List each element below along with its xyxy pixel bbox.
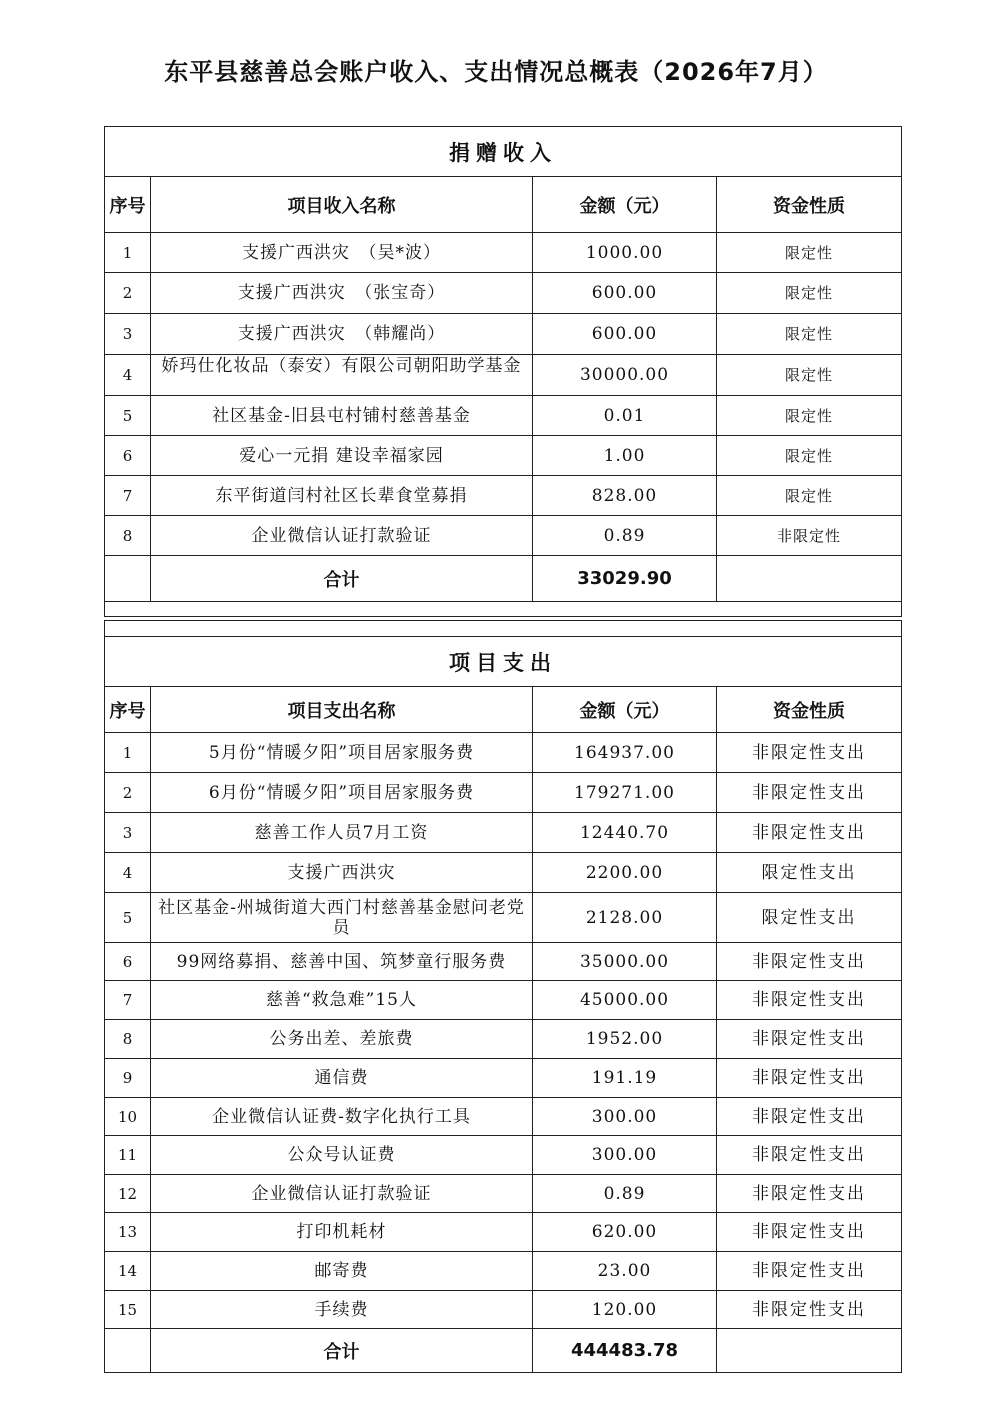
row-nature: 非限定性支出	[717, 1059, 902, 1098]
total-idx-empty	[105, 1329, 151, 1373]
expense-header-row	[105, 687, 902, 733]
expense-section-row	[105, 637, 902, 687]
row-name: 社区基金-旧县屯村铺村慈善基金	[151, 396, 533, 436]
spacer-cell	[105, 602, 902, 617]
expense-section-title: 项目支出	[105, 637, 902, 687]
expense-header-amount: 金额（元）	[533, 687, 717, 733]
row-amount: 191.19	[533, 1059, 717, 1098]
expense-table	[104, 620, 902, 1373]
row-nature: 限定性支出	[717, 853, 902, 893]
row-nature: 非限定性	[717, 516, 902, 556]
row-idx: 2	[105, 773, 151, 813]
expense-header-nature: 资金性质	[717, 687, 902, 733]
expense-header-idx: 序号	[105, 687, 151, 733]
row-name: 通信费	[151, 1059, 533, 1098]
table-row	[105, 436, 902, 476]
row-amount: 0.89	[533, 516, 717, 556]
income-header-nature: 资金性质	[717, 177, 902, 233]
row-name-text: 娇玛仕化妆品（泰安）有限公司朝阳助学基金	[161, 356, 522, 376]
row-nature: 限定性	[717, 273, 902, 314]
table-row	[105, 773, 902, 813]
row-nature: 非限定性支出	[717, 1213, 902, 1252]
row-idx: 11	[105, 1136, 151, 1175]
row-nature: 非限定性支出	[717, 1291, 902, 1329]
row-name: 99网络募捐、慈善中国、筑梦童行服务费	[151, 943, 533, 981]
table-row	[105, 1213, 902, 1252]
row-idx: 12	[105, 1175, 151, 1213]
row-name: 社区基金-州城街道大西门村慈善基金慰问老党员	[151, 893, 533, 943]
row-nature: 限定性	[717, 476, 902, 516]
row-idx: 4	[105, 355, 151, 396]
row-amount: 45000.00	[533, 981, 717, 1020]
table-row	[105, 981, 902, 1020]
row-idx: 3	[105, 813, 151, 853]
row-idx: 1	[105, 233, 151, 273]
income-header-row	[105, 177, 902, 233]
row-name: 爱心一元捐 建设幸福家园	[151, 436, 533, 476]
table-row	[105, 853, 902, 893]
row-name	[151, 355, 533, 396]
row-nature: 限定性	[717, 396, 902, 436]
table-row	[105, 813, 902, 853]
row-idx: 1	[105, 733, 151, 773]
row-idx: 7	[105, 981, 151, 1020]
row-idx: 6	[105, 943, 151, 981]
table-row	[105, 233, 902, 273]
row-name: 支援广西洪灾	[151, 853, 533, 893]
row-idx: 6	[105, 436, 151, 476]
row-amount: 35000.00	[533, 943, 717, 981]
row-idx: 5	[105, 893, 151, 943]
row-idx: 8	[105, 1020, 151, 1059]
row-nature: 限定性支出	[717, 893, 902, 943]
row-idx: 9	[105, 1059, 151, 1098]
income-header-idx: 序号	[105, 177, 151, 233]
row-amount: 300.00	[533, 1098, 717, 1136]
table-row	[105, 1020, 902, 1059]
row-name: 打印机耗材	[151, 1213, 533, 1252]
row-name: 6月份“情暖夕阳”项目居家服务费	[151, 773, 533, 813]
table-row	[105, 1175, 902, 1213]
row-name: 支援广西洪灾 （韩耀尚）	[151, 314, 533, 355]
row-amount: 30000.00	[533, 355, 717, 396]
row-name: 慈善“救急难”15人	[151, 981, 533, 1020]
row-name: 东平街道闫村社区长辈食堂募捐	[151, 476, 533, 516]
row-nature: 限定性	[717, 314, 902, 355]
row-nature: 非限定性支出	[717, 981, 902, 1020]
row-amount: 12440.70	[533, 813, 717, 853]
row-amount: 164937.00	[533, 733, 717, 773]
table-row	[105, 1252, 902, 1291]
table-row	[105, 943, 902, 981]
row-idx: 5	[105, 396, 151, 436]
row-nature: 非限定性支出	[717, 1136, 902, 1175]
row-name: 企业微信认证打款验证	[151, 516, 533, 556]
row-nature: 非限定性支出	[717, 813, 902, 853]
table-row	[105, 476, 902, 516]
total-idx-empty	[105, 556, 151, 602]
income-section-title: 捐赠收入	[105, 127, 902, 177]
row-amount: 600.00	[533, 273, 717, 314]
total-nature-empty	[717, 556, 902, 602]
row-nature: 非限定性支出	[717, 733, 902, 773]
table-row	[105, 733, 902, 773]
row-nature: 非限定性支出	[717, 1175, 902, 1213]
row-nature: 非限定性支出	[717, 773, 902, 813]
income-total-label: 合计	[151, 556, 533, 602]
row-name: 企业微信认证费-数字化执行工具	[151, 1098, 533, 1136]
table-row	[105, 893, 902, 943]
income-header-name: 项目收入名称	[151, 177, 533, 233]
row-amount: 1000.00	[533, 233, 717, 273]
table-row	[105, 1059, 902, 1098]
row-name: 5月份“情暖夕阳”项目居家服务费	[151, 733, 533, 773]
row-nature: 非限定性支出	[717, 943, 902, 981]
table-row	[105, 396, 902, 436]
row-amount: 828.00	[533, 476, 717, 516]
row-nature: 非限定性支出	[717, 1252, 902, 1291]
table-row	[105, 516, 902, 556]
row-amount: 120.00	[533, 1291, 717, 1329]
row-name: 公务出差、差旅费	[151, 1020, 533, 1059]
income-table	[104, 126, 902, 617]
row-idx: 15	[105, 1291, 151, 1329]
row-idx: 10	[105, 1098, 151, 1136]
total-nature-empty	[717, 1329, 902, 1373]
row-amount: 300.00	[533, 1136, 717, 1175]
row-amount: 23.00	[533, 1252, 717, 1291]
expense-header-name: 项目支出名称	[151, 687, 533, 733]
row-nature: 限定性	[717, 233, 902, 273]
table-row	[105, 314, 902, 355]
table-row	[105, 273, 902, 314]
row-idx: 13	[105, 1213, 151, 1252]
table-row	[105, 1136, 902, 1175]
row-amount: 1.00	[533, 436, 717, 476]
table-row	[105, 1098, 902, 1136]
row-idx: 4	[105, 853, 151, 893]
row-idx: 14	[105, 1252, 151, 1291]
income-total-row	[105, 556, 902, 602]
spacer-row	[105, 621, 902, 637]
expense-total-label: 合计	[151, 1329, 533, 1373]
spacer-cell	[105, 621, 902, 637]
row-nature: 限定性	[717, 436, 902, 476]
spacer-row	[105, 602, 902, 617]
row-name: 支援广西洪灾 （张宝奇）	[151, 273, 533, 314]
row-amount: 179271.00	[533, 773, 717, 813]
row-idx: 8	[105, 516, 151, 556]
row-name: 慈善工作人员7月工资	[151, 813, 533, 853]
row-nature: 非限定性支出	[717, 1098, 902, 1136]
row-amount: 600.00	[533, 314, 717, 355]
row-name: 支援广西洪灾 （吴*波）	[151, 233, 533, 273]
income-section-row	[105, 127, 902, 177]
row-name: 邮寄费	[151, 1252, 533, 1291]
row-amount: 620.00	[533, 1213, 717, 1252]
row-name: 公众号认证费	[151, 1136, 533, 1175]
row-name: 企业微信认证打款验证	[151, 1175, 533, 1213]
table-row	[105, 355, 902, 396]
income-total-amount: 33029.90	[533, 556, 717, 602]
expense-total-row	[105, 1329, 902, 1373]
row-name: 手续费	[151, 1291, 533, 1329]
row-nature: 非限定性支出	[717, 1020, 902, 1059]
row-idx: 2	[105, 273, 151, 314]
table-row	[105, 1291, 902, 1329]
row-nature: 限定性	[717, 355, 902, 396]
row-idx: 3	[105, 314, 151, 355]
row-idx: 7	[105, 476, 151, 516]
page-title: 东平县慈善总会账户收入、支出情况总概表（2026年7月）	[164, 58, 828, 86]
row-amount: 0.89	[533, 1175, 717, 1213]
income-header-amount: 金额（元）	[533, 177, 717, 233]
expense-total-amount: 444483.78	[533, 1329, 717, 1373]
row-amount: 1952.00	[533, 1020, 717, 1059]
row-amount: 2128.00	[533, 893, 717, 943]
row-amount: 0.01	[533, 396, 717, 436]
row-amount: 2200.00	[533, 853, 717, 893]
